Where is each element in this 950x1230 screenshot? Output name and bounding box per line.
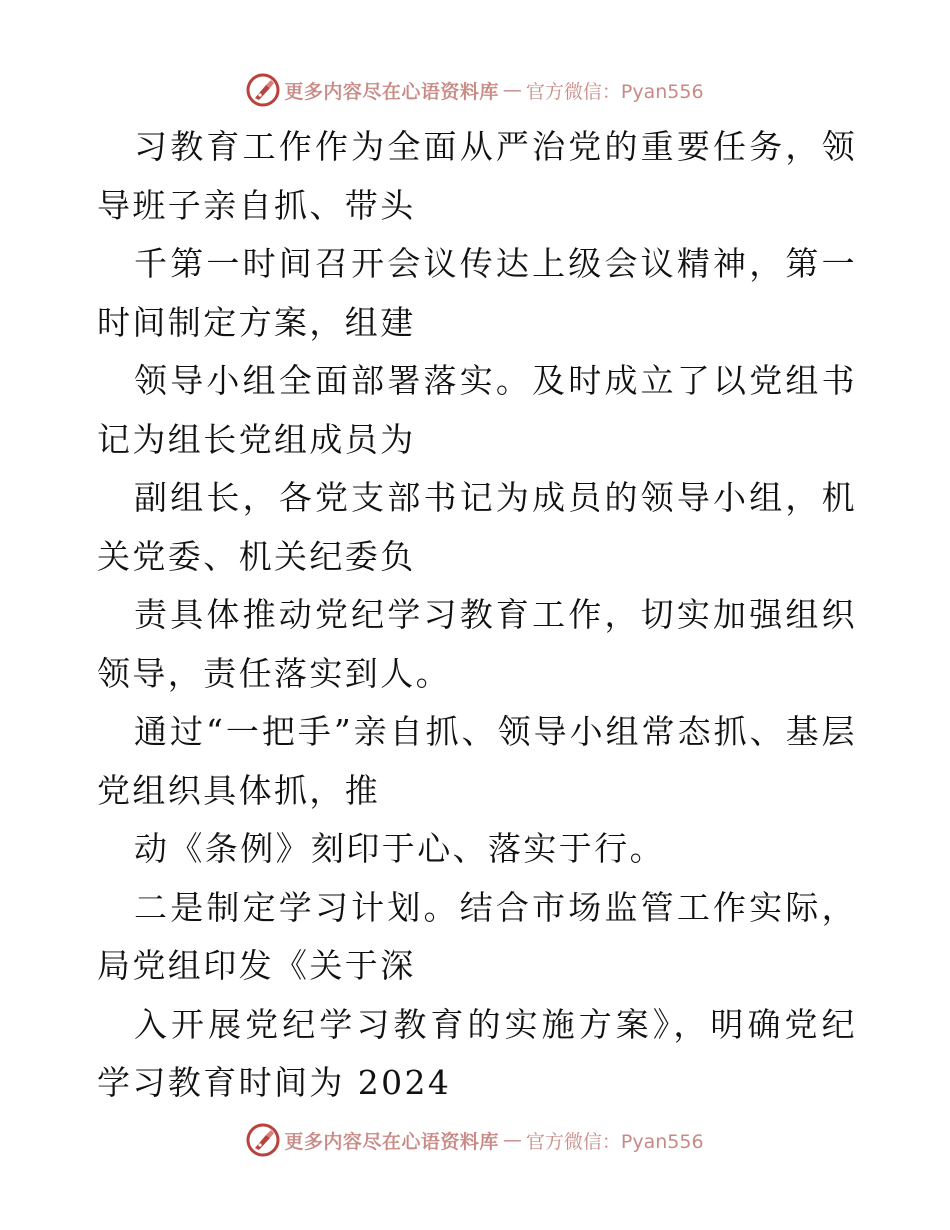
- watermark-site-text: 更多内容尽在心语资料库: [284, 80, 499, 103]
- paragraph: 二是制定学习计划。结合市场监管工作实际，局党组印发《关于深: [97, 887, 857, 985]
- paragraph: 通过“一把手”亲自抓、领导小组常态抓、基层党组织具体抓，推: [97, 712, 857, 810]
- paragraph: 副组长，各党支部书记为成员的领导小组，机关党委、机关纪委负: [97, 478, 857, 576]
- footer-watermark: [0, 1120, 950, 1160]
- watermark-separator: —: [502, 79, 522, 101]
- paragraph: 责具体推动党纪学习教育工作，切实加强组织领导，责任落实到人。: [97, 595, 857, 693]
- watermark-separator: —: [502, 1129, 522, 1151]
- watermark-site-text: 更多内容尽在心语资料库: [284, 1130, 499, 1153]
- paragraph: 领导小组全面部署落实。及时成立了以党组书记为组长党组成员为: [97, 361, 857, 459]
- paragraph: 动《条例》刻印于心、落实于行。: [134, 829, 665, 868]
- pen-nib-logo-icon: [246, 73, 280, 107]
- pen-nib-logo-icon: [246, 1123, 280, 1157]
- paragraph: 千第一时间召开会议传达上级会议精神，第一时间制定方案，组建: [97, 244, 857, 342]
- paragraph: 入开展党纪学习教育的实施方案》，明确党纪学习教育时间为 2024: [97, 1004, 857, 1102]
- paragraph: 习教育工作作为全面从严治党的重要任务，领导班子亲自抓、带头: [97, 127, 857, 225]
- watermark-wechat-text: 官方微信：Pyan556: [525, 80, 704, 103]
- document-body: [97, 118, 857, 1113]
- header-watermark: [0, 70, 950, 110]
- watermark-wechat-text: 官方微信：Pyan556: [525, 1130, 704, 1153]
